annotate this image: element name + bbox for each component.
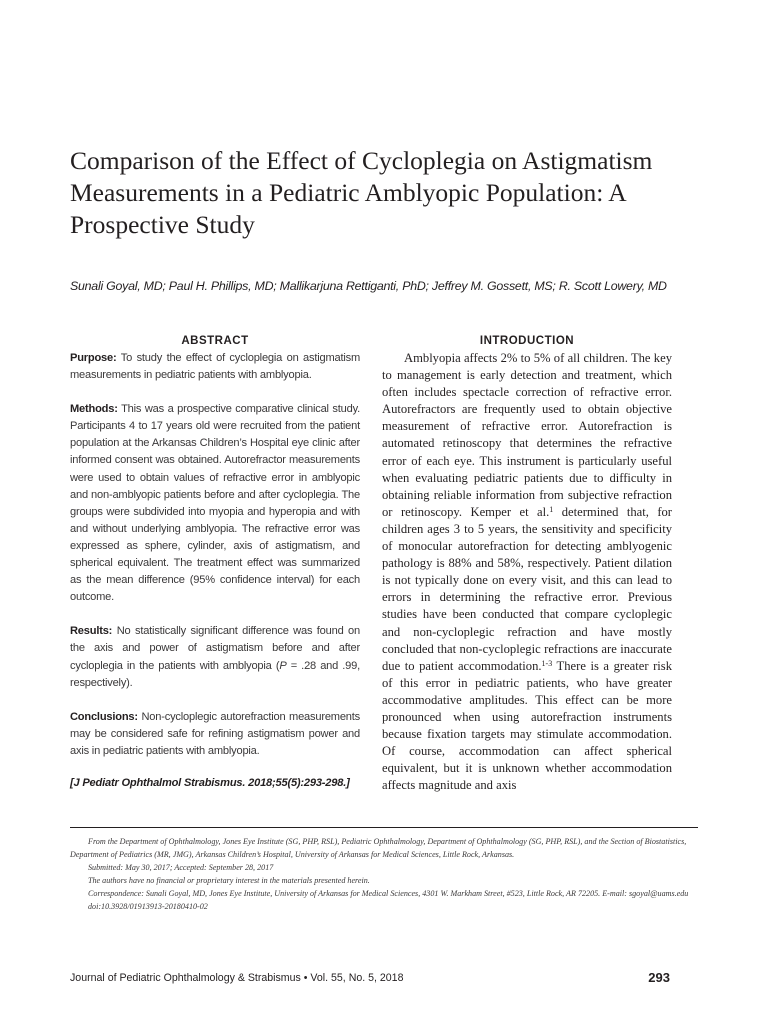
correspondence-note: Correspondence: Sunali Goyal, MD, Jones Eye Institute, University of Arkansas for Medical Sciences, 4301 W. Markham Street, #523, Little Rock, AR 72205. E-mail: sgoyal@uams.edu <box>88 888 689 898</box>
purpose-text: To study the effect of cycloplegia on astigmatism measurements in pediatric patients with amblyopia. <box>70 352 360 382</box>
intro-text-3: There is a greater risk of this error in pediatric patients, who have greater accommodative amplitudes. This effect can be more pronounced when using autorefraction instruments because fixation targets may stimulate accommodation. Of course, accommodation can affect spherical equivalent, but it is unknown whether accommodation affects magnitude and axis <box>382 658 672 793</box>
page-number: 293 <box>648 970 670 985</box>
abstract-column <box>70 333 360 809</box>
reference-superscript-1[interactable]: 1 <box>549 504 554 514</box>
conclusions-label: Conclusions: <box>70 710 138 723</box>
abstract-conclusions <box>70 709 360 760</box>
footnote-divider <box>70 827 698 828</box>
footnotes <box>70 836 700 913</box>
abstract-methods <box>70 401 360 606</box>
abstract-heading: ABSTRACT <box>181 335 249 347</box>
affiliation-note: From the Department of Ophthalmology, Jones Eye Institute (SG, PHP, RSL), Pediatric Ophthalmology, Department of Ophthalmology (SG, PHP, RSL), and the Section of Biostatistics, Department of Pediatrics (MR, JMG), Arkansas Children’s Hospital, University of Arkansas for Medical Sciences, Little Rock, Arkansas. <box>70 837 687 859</box>
doi-note: doi:10.3928/01913913-20180410-02 <box>88 901 208 911</box>
journal-citation: [J Pediatr Ophthalmol Strabismus. 2018;55(5):293-298.] <box>70 776 350 789</box>
introduction-column <box>382 333 672 794</box>
intro-text-2: determined that, for children ages 3 to 5 years, the sensitivity and specificity of monocular autorefraction for detecting amblyogenic pathology is 88% and 58%, respectively. Patient dilation is not typically done on every visit, and this can lead to errors in determining the refractive error. Previous studies have been conducted that compare cycloplegic and non-cycloplegic refraction and have mostly concluded that non-cycloplegic refractions are inaccurate due to patient accommodation. <box>382 504 673 673</box>
intro-text-1: Amblyopia affects 2% to 5% of all children. The key to management is early detection and treatment, which often includes spectacle correction of refractive error. Autorefractors are frequently used to obtain objective measurement of refractive error. Autorefraction is automated retinoscopy that determines the refractive error of each eye. This instrument is particularly useful when evaluating pediatric patients due to difficulty in obtaining reliable information from subjective refraction or retinoscopy. Kemper et al. <box>382 351 672 519</box>
methods-label: Methods: <box>70 403 118 416</box>
abstract-results <box>70 623 360 691</box>
reference-superscript-1-3[interactable]: 1-3 <box>541 658 553 668</box>
results-text: No statistically significant difference was found on the axis and power of astigmatism before and after cycloplegia in the patients with amblyopia ( <box>70 625 360 672</box>
author-list: Sunali Goyal, MD; Paul H. Phillips, MD; Mallikarjuna Rettiganti, PhD; Jeffrey M. Gossett, MS; R. Scott Lowery, MD <box>70 279 667 293</box>
results-text-end: = .28 and .99, respectively). <box>70 659 360 689</box>
article-title: Comparison of the Effect of Cycloplegia on Astigmatism Measurements in a Pediatric Amblyopic Population: A Prospective Study <box>70 146 653 239</box>
purpose-label: Purpose: <box>70 352 117 364</box>
methods-text: This was a prospective comparative clinical study. Participants 4 to 17 years old were recruited from the patient population at the Arkansas Children’s Hospital eye clinic after informed consent was obtained. Autorefractor measurements were used to obtain values of refractive error in amblyopic and non-amblyopic patients before and after cycloplegia. The groups were subdivided into myopia and hyperopia and with and without underlying amblyopia. The refractive error was expressed as sphere, cylinder, axis of astigmatism, and spherical equivalent. The treatment effect was summarized as the mean difference (95% confidence interval) for each outcome. <box>70 403 360 604</box>
introduction-heading: INTRODUCTION <box>479 335 575 347</box>
p-value-symbol: P <box>279 659 287 672</box>
results-label: Results: <box>70 625 113 638</box>
submission-dates: Submitted: May 30, 2017; Accepted: September 28, 2017 <box>88 862 274 872</box>
journal-footer: Journal of Pediatric Ophthalmology & Strabismus • Vol. 55, No. 5, 2018 <box>70 972 404 984</box>
conclusions-text: Non-cycloplegic autorefraction measurements may be considered safe for refining astigmatism power and axis in pediatric patients with amblyopia. <box>70 710 360 757</box>
introduction-paragraph <box>382 350 672 794</box>
abstract-purpose <box>70 350 360 384</box>
disclosure-note: The authors have no financial or proprietary interest in the materials presented herein. <box>88 875 370 885</box>
